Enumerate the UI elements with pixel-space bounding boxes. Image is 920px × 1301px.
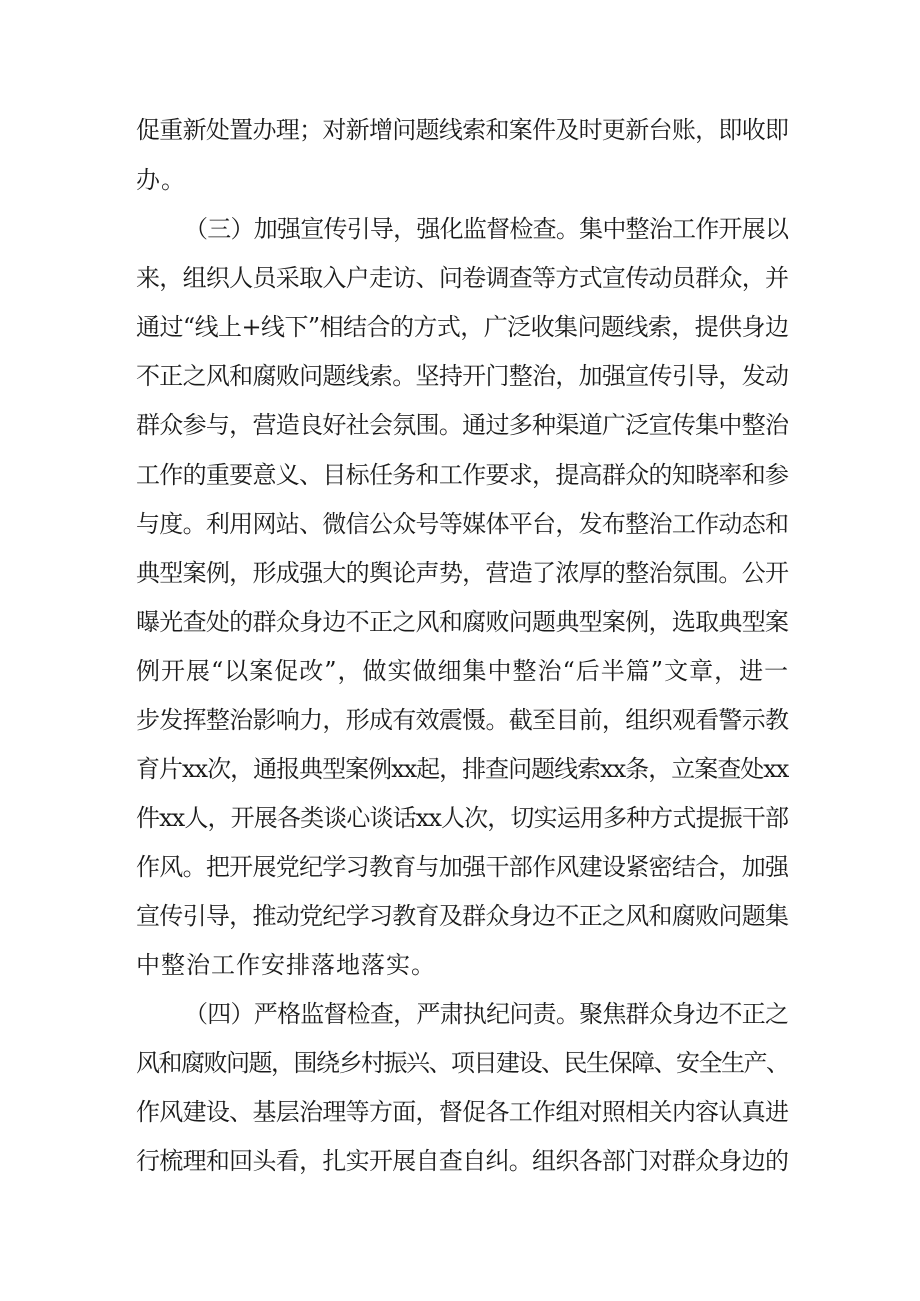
section-heading-line: （四）严格监督检查，严肃执纪问责。聚焦群众身边不正之 xyxy=(184,1000,788,1028)
text-line: 办。 xyxy=(136,166,186,194)
text-line: 不正之风和腐败问题线索。坚持开门整治，加强宣传引导，发动 xyxy=(136,362,788,390)
text-line: 作风。把开展党纪学习教育与加强干部作风建设紧密结合，加强 xyxy=(136,853,788,881)
text-line: 中整治工作安排落地落实。 xyxy=(136,951,436,979)
text-line: 作风建设、基层治理等方面，督促各工作组对照相关内容认真进 xyxy=(136,1098,788,1126)
text-line: 步发挥整治影响力，形成有效震慑。截至目前，组织观看警示教 xyxy=(136,706,788,734)
text-line: 工作的重要意义、目标任务和工作要求，提高群众的知晓率和参 xyxy=(136,461,788,489)
text-line: 与度。利用网站、微信公众号等媒体平台，发布整治工作动态和 xyxy=(136,510,788,538)
text-line: 件xx人，开展各类谈心谈话xx人次，切实运用多种方式提振干部 xyxy=(136,804,788,832)
text-line: 曝光查处的群众身边不正之风和腐败问题典型案例，选取典型案 xyxy=(136,608,788,636)
text-line: 典型案例，形成强大的舆论声势，营造了浓厚的整治氛围。公开 xyxy=(136,559,788,587)
text-line: 风和腐败问题，围绕乡村振兴、项目建设、民生保障、安全生产、 xyxy=(136,1049,789,1077)
text-line: 育片xx次，通报典型案例xx起，排查问题线索xx条，立案查处xx xyxy=(136,755,789,783)
text-line: 例开展“以案促改”，做实做细集中整治“后半篇”文章，进一 xyxy=(136,657,790,685)
text-line: 群众参与，营造良好社会氛围。通过多种渠道广泛宣传集中整治 xyxy=(136,411,788,439)
text-line: 促重新处置办理；对新增问题线索和案件及时更新台账，即收即 xyxy=(136,116,788,144)
text-line: 行梳理和回头看，扎实开展自查自纠。组织各部门对群众身边的 xyxy=(136,1147,788,1175)
text-line: 来，组织人员采取入户走访、问卷调查等方式宣传动员群众，并 xyxy=(136,264,788,292)
section-heading-line: （三）加强宣传引导，强化监督检查。集中整治工作开展以 xyxy=(184,215,788,243)
text-line: 宣传引导，推动党纪学习教育及群众身边不正之风和腐败问题集 xyxy=(136,902,788,930)
text-line: 通过“线上+线下”相结合的方式，广泛收集问题线索，提供身边 xyxy=(136,313,788,341)
